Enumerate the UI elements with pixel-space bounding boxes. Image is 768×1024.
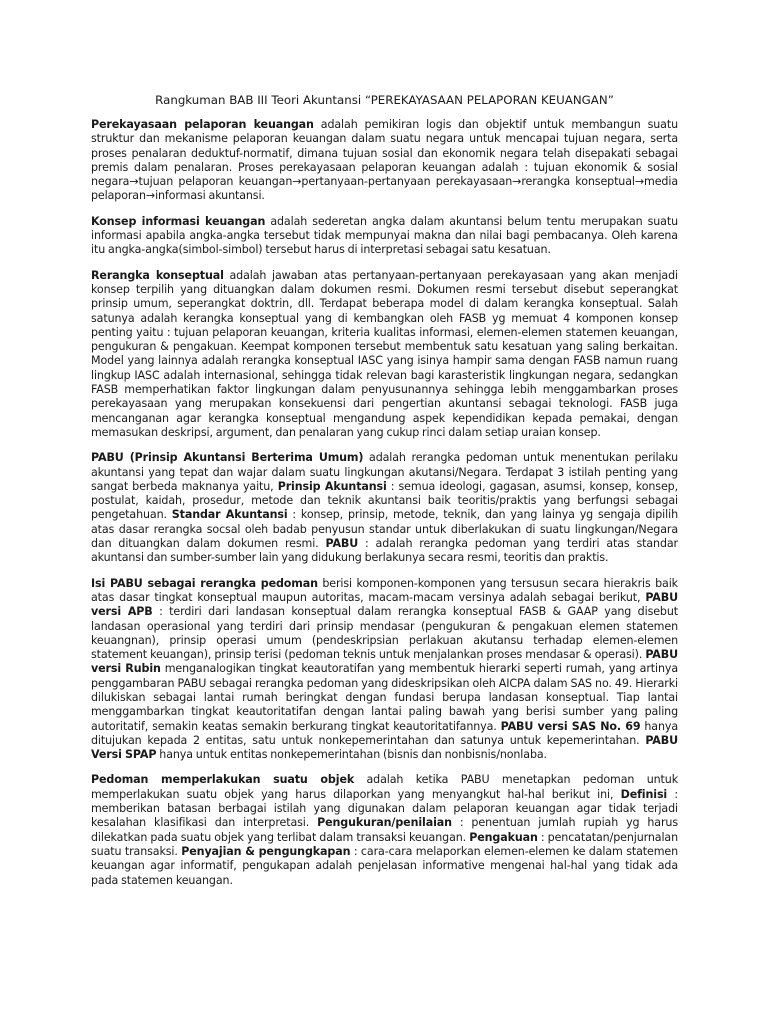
paragraph (91, 577, 678, 763)
bold-term: PABU (325, 537, 359, 551)
text-run: : adalah rerangka pedoman yang terdiri atas standar akuntansi dan sumber-sumber lain yang didukung berlakunya secara resmi, teoritis dan praktis. (91, 537, 678, 565)
text-run: hanya ditujukan kepada 2 entitas, satu untuk nonkepemerintahan dan satunya untuk kepemerintahan. (91, 719, 679, 747)
text-run: hanya untuk entitas nonkepemerintahan (bisnis dan nonbisnis/nonlaba. (156, 748, 547, 762)
text-run: adalah pemikiran logis dan objektif untuk membangun suatu struktur dan mekanisme pelaporan keuangan dalam suatu negara untuk mencapai tujuan negara, serta proses penalaran deduktuf-normatif, dimana tujuan sosial dan ekonomik negara telah disepakati sebagai premis dalam penalaran. Proses perekayasaan pelaporan keuangan adalah : tujuan ekonomik & sosial negara→tujuan pelaporan keuangan→pertanyaan-pertanyaan perekayasaan→rerangka konseptual→media pelaporan→informasi akuntansi. (91, 118, 678, 203)
bold-term: Prinsip Akuntansi (277, 479, 387, 493)
bold-term: Konsep informasi keuangan (91, 214, 266, 228)
bold-term: Standar Akuntansi (171, 508, 288, 522)
bold-term: PABU versi APB (91, 590, 678, 619)
paragraph (91, 118, 678, 204)
bold-term: Rerangka konseptual (91, 268, 224, 282)
paragraph (91, 269, 678, 441)
paragraph (91, 215, 678, 258)
text-run: adalah sederetan angka dalam akuntansi belum tentu merupakan suatu informasi apabila angka-angka tersebut tidak mempunyai makna dan nilai bagi pembacanya. Oleh karena itu angka-angka(simbol-simbol) tersebut harus di interpretasi sebagai satu kesatuan. (91, 214, 678, 257)
bold-term: PABU (Prinsip Akuntansi Berterima Umum) (91, 451, 364, 465)
paragraph (91, 451, 678, 565)
text-run: : terdiri dari landasan konseptual dalam rerangka konseptual FASB & GAAP yang disebut landasan operasional yang terdiri dari prinsip mendasar (pengukuran & pengakuan elemen statemen keuangnan), prinsip operasi umum (pendeskripsian perlakuan akutansu terhadap elemen-elemen statement keuangan), prinsip terisi (pedoman teknis untuk menjalankan proses mendasar & operasi). (91, 605, 678, 662)
bold-term: Penyajian & pengungkapan (181, 844, 351, 858)
bold-term: Definisi (620, 787, 668, 801)
bold-term: Perekayasaan pelaporan keuangan (91, 118, 314, 131)
text-run: adalah jawaban atas pertanyaan-pertanyaan perekayasaan yang akan menjadi konsep terpilih yang dituangkan dalam dokumen resmi. Dokumen resmi tersebut disebut seperangkat prinsip umum, seperangkat doktrin, dll. Terdapat beberapa model di dalam kerangka konseptual. Salah satunya adalah kerangka konseptual yang di kembangkan oleh FASB yg memuat 4 komponen konsep penting yaitu : tujuan pelaporan keuangan, kriteria kualitas informasi, elemen-elemen statemen keuangan, pengukuran & pengakuan. Keempat komponen tersebut membentuk satu kesatuan yang saling berkaitan. Model yang lainnya adalah rerangka konseptual IASC yang isinya hampir sama dengan FASB namun ruang lingkup IASC adalah internasional, sehingga tidak relevan bagi karasteristik lingkungan negara, sedangkan FASB memperhatikan faktor lingkungan dalam penyusunannya sehingga lebih menggambarkan proses perekayasaan yang merupakan konsekuensi dari pengertian akuntansi sebagai teknologi. FASB juga mencanganan agar kerangka konseptual mengandung aspek kependidikan kepada pemakai, dengan memasukan deskripsi, argument, dan penalaran yang cukup rinci dalam setiap uraian konsep. (91, 268, 678, 439)
text-run: : penentuan jumlah rupiah yg harus dilekatkan pada suatu objek yang terlibat dalam transaksi keuangan. (91, 816, 678, 844)
bold-term: Pengakuan (469, 830, 538, 844)
text-run: adalah rerangka pedoman untuk menentukan perilaku akuntansi yang tepat dan wajar dalam suatu lingkungan akutansi/Negara. Terdapat 3 istilah penting yang sangat berbeda maknanya yaitu, (91, 451, 678, 493)
paragraph (91, 773, 678, 887)
text-run: berisi komponen-komponen yang tersusun secara hierakris baik atas dasar tingkat konseptual maupun autoritas, macam-macam versinya adalah sebagai berikut, (91, 576, 678, 604)
document-title: Rangkuman BAB III Teori Akuntansi “PEREKAYASAAN PELAPORAN KEUANGAN” (155, 93, 614, 107)
bold-term: Pedoman memperlakukan suatu objek (91, 773, 355, 787)
document-page (91, 92, 678, 899)
text-run: : memberikan batasan berbagai istilah yang digunakan dalam pelaporan keuangan agar tidak terjadi kesalahan klasifikasi dan interpretasi. (91, 787, 678, 830)
text-run: : konsep, prinsip, metode, teknik, dan yang lainya yg sengaja dipilih atas dasar rerangka socsal oleh badab penyusun standar untuk diberlakukan di suatu lingkungan/Negara dan dituangkan dalam dokumen resmi. (91, 508, 678, 551)
bold-term: Pengukuran/penilaian (317, 816, 452, 830)
text-run: adalah ketika PABU menetapkan pedoman untuk memperlakukan suatu objek yang harus dilaporkan yang menyangkut hal-hal berikut ini, (91, 773, 678, 801)
bold-term: PABU versi SAS No. 69 (500, 719, 641, 733)
bold-term: PABU Versi SPAP (91, 733, 678, 762)
text-run: : semua ideologi, gagasan, asumsi, konsep, konsep, postulat, kaidah, prosedur, metode dan teknik akuntansi baik teoritis/praktis yang berfungsi sebagai pengetahuan. (91, 479, 678, 522)
document-body (91, 118, 678, 888)
bold-term: Isi PABU sebagai rerangka pedoman (91, 576, 318, 590)
text-run: : pencatatan/penjurnalan suatu transaksi. (91, 830, 678, 858)
text-run: menganalogikan tingkat keautoratifan yang membentuk hierarki seperti rumah, yang artinya penggambaran PABU sebagai rerangka pedoman yang dideskripsikan oleh AICPA dalam SAS no. 49. Hierarki dilukiskan sebagai lantai rumah beringkat dengan fundasi berupa landasan konseptual. Tiap lantai menggambarkan tingkat keautoritatifan dengan lantai paling bawah yang berisi sumber yang paling autoritatif, semakin keatas semakin berkurang tingkat keautoritatifannya. (91, 662, 678, 733)
text-run: : cara-cara melaporkan elemen-elemen ke dalam statemen keuangan agar informatif, pengukapan adalah penjelasan informative mengenai hal-hal yang tidak ada pada statemen keuangan. (91, 844, 678, 887)
bold-term: PABU versi Rubin (91, 648, 678, 676)
